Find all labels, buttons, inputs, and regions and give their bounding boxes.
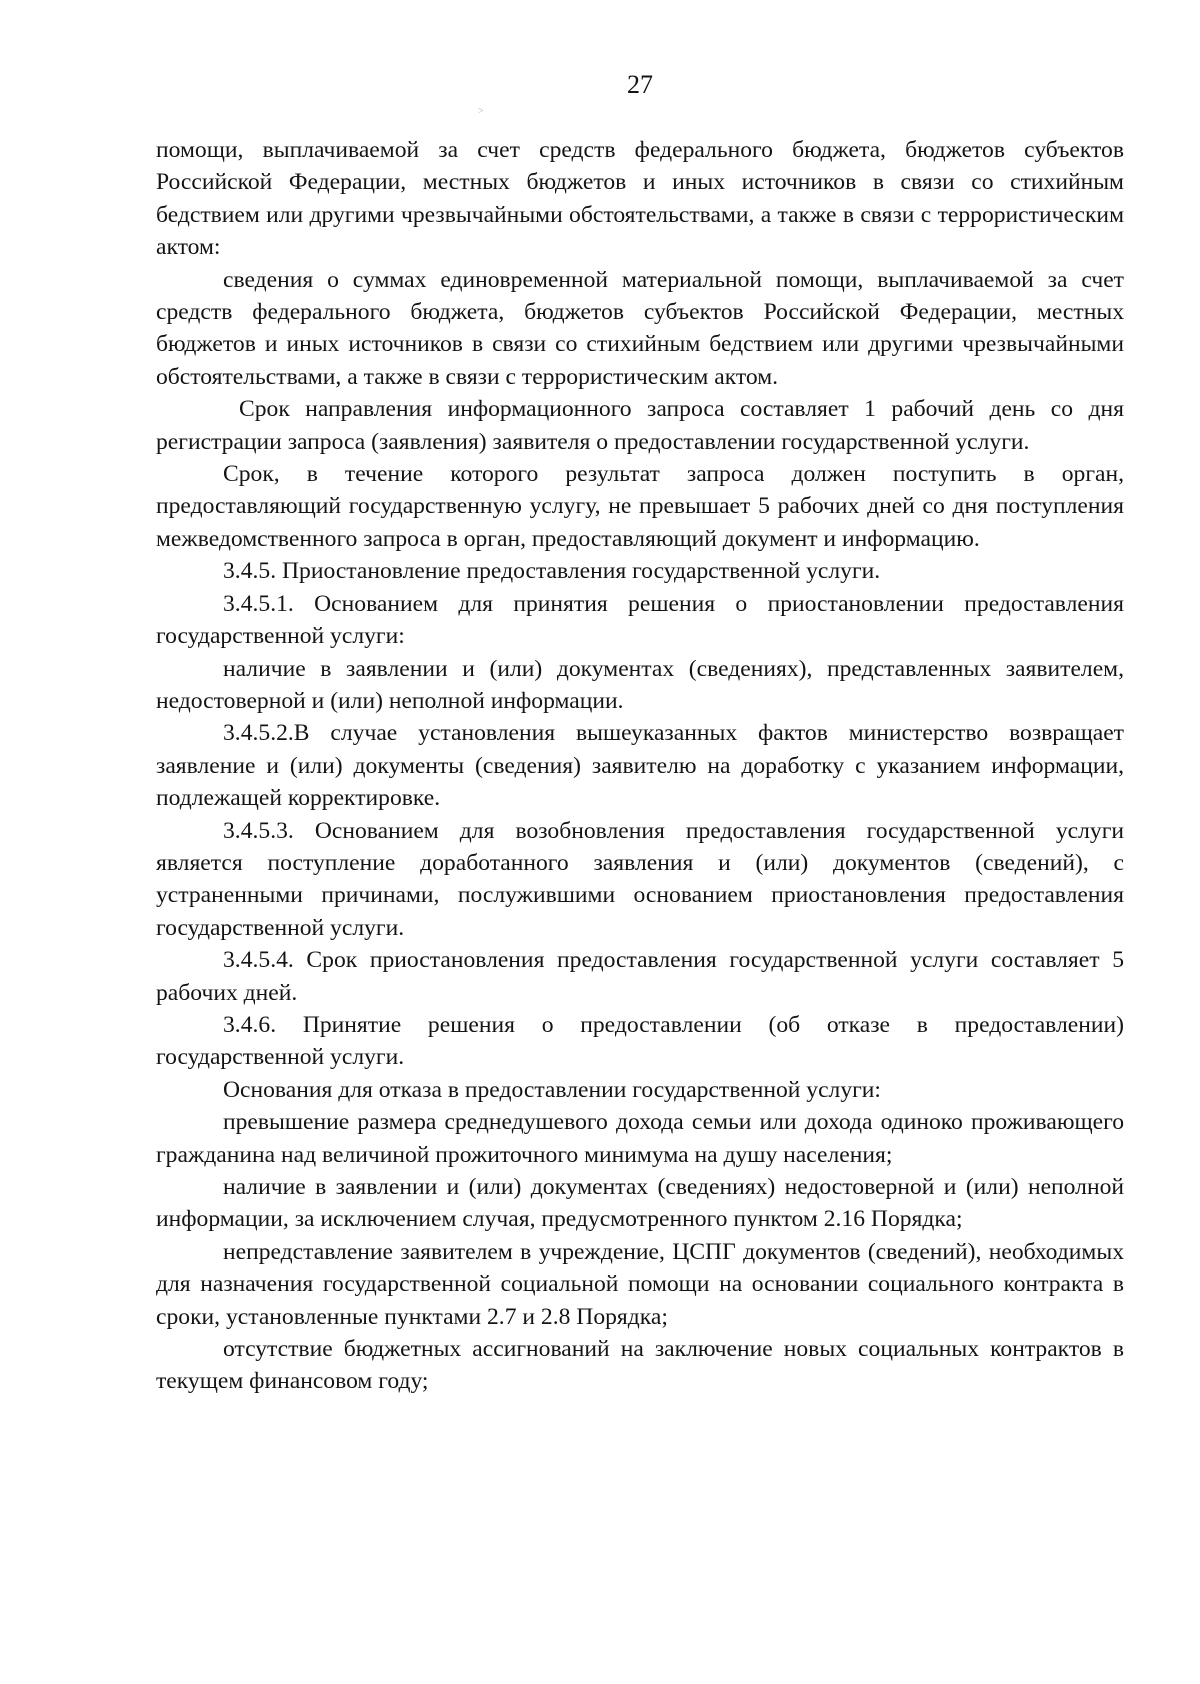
paragraph: Срок, в течение которого результат запроса должен поступить в орган, предоставляющий государственную услугу, не превышает 5 рабочих дней со дня поступления межведомственного запроса в орган, предоставляющий документ и информацию. xyxy=(156,461,1124,552)
paragraph: сведения о суммах единовременной материальной помощи, выплачиваемой за счет средств федерального бюджета, бюджетов субъектов Российской Федерации, местных бюджетов и иных источников в связи со стихийным бедствием или другими чрезвычайными обстоятельствами, а также в связи с террористическим актом. xyxy=(156,266,1124,390)
paragraph: 3.4.5.3. Основанием для возобновления предоставления государственной услуги является поступление доработанного заявления и (или) документов (сведений), с устраненными причинами, послужившими основанием приостановления предоставления государственной услуги. xyxy=(156,817,1124,941)
list-item: отсутствие бюджетных ассигнований на заключение новых социальных контрактов в текущем финансовом году; xyxy=(156,1336,1124,1395)
paragraph: 3.4.5.1. Основанием для принятия решения о приостановлении предоставления государственной услуги: xyxy=(156,590,1124,650)
paragraph: 3.4.5.2.В случае установления вышеуказанных фактов министерство возвращает заявление и (или) документы (сведения) заявителю на доработку с указанием информации, подлежащей корректировке. xyxy=(156,720,1124,812)
list-item: превышение размера среднедушевого дохода семьи или дохода одиноко проживающего гражданина над величиной прожиточного минимума на душу населения; xyxy=(156,1109,1124,1168)
section-heading-3-4-5: 3.4.5. Приостановление предоставления государственной услуги. xyxy=(223,558,881,585)
document-body xyxy=(156,134,1124,1398)
scan-artifact-mark: > xyxy=(478,106,484,117)
list-item: непредставление заявителем в учреждение, ЦСПГ документов (сведений), необходимых для назначения государственной социальной помощи на основании социального контракта в сроки, установленные пунктами 2.7 и 2.8 Порядка; xyxy=(156,1238,1124,1330)
paragraph: наличие в заявлении и (или) документах (сведениях), представленных заявителем, недостоверной и (или) неполной информации. xyxy=(156,655,1124,714)
paragraph: Срок направления информационного запроса составляет 1 рабочий день со дня регистрации запроса (заявления) заявителя о предоставлении государственной услуги. xyxy=(156,396,1124,455)
paragraph: помощи, выплачиваемой за счет средств федерального бюджета, бюджетов субъектов Российской Федерации, местных бюджетов и иных источников в связи со стихийным бедствием или другими чрезвычайными обстоятельствами, а также в связи с террористическим актом: xyxy=(156,137,1124,261)
paragraph: Основания для отказа в предоставлении государственной услуги: xyxy=(223,1076,881,1103)
section-heading-3-4-6: 3.4.6. Принятие решения о предоставлении (об отказе в предоставлении) государственной услуги. xyxy=(156,1011,1124,1071)
page-number: 27 xyxy=(627,70,653,99)
list-item: наличие в заявлении и (или) документах (сведениях) недостоверной и (или) неполной информации, за исключением случая, предусмотренного пунктом 2.16 Порядка; xyxy=(156,1174,1124,1233)
paragraph: 3.4.5.4. Срок приостановления предоставления государственной услуги составляет 5 рабочих дней. xyxy=(156,947,1124,1006)
